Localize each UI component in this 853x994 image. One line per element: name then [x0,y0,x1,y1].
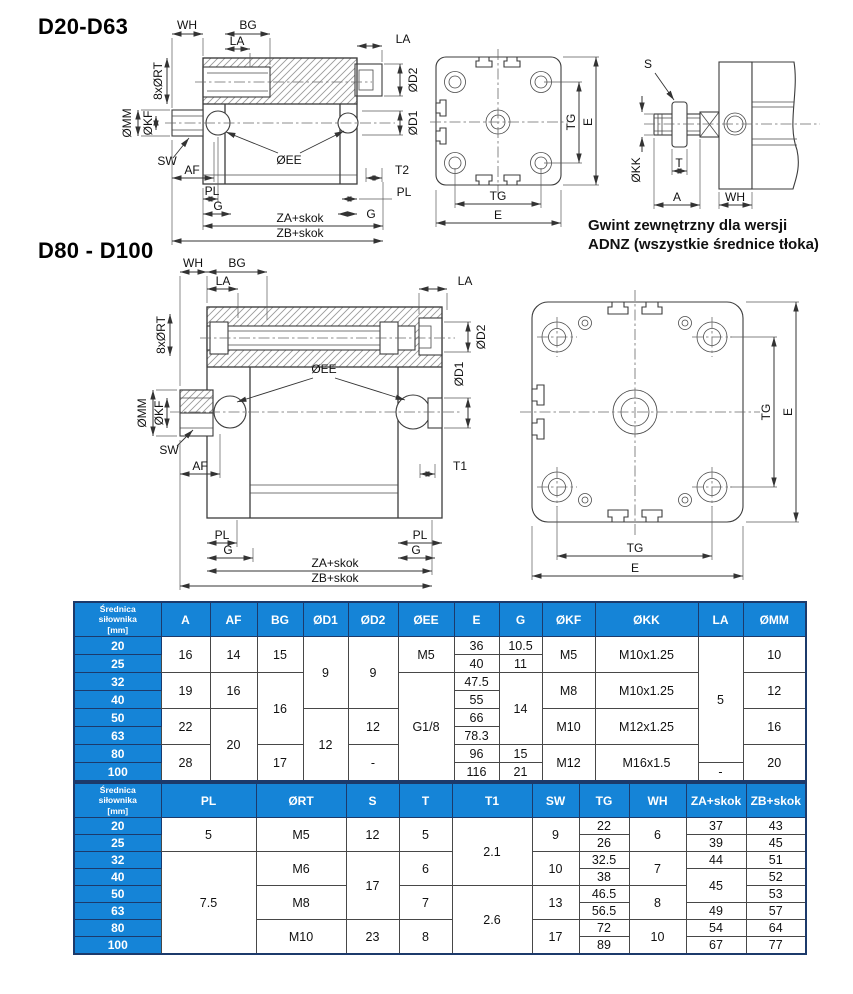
corner-header: Średnica siłownika [mm] [74,602,161,637]
table-row [74,852,806,869]
col-header: ØKK [595,602,698,637]
end-plate-large [520,290,760,536]
spec-cell: M8 [256,886,346,920]
spec-cell: 9 [348,637,398,709]
spec-cell: 67 [686,937,746,955]
col-header: BG [257,602,303,637]
spec-cell: 16 [257,673,303,745]
col-header: AF [210,602,257,637]
col-header: ØD1 [303,602,348,637]
spec-cell: M10x1.25 [595,673,698,709]
dia-cell: 32 [74,673,161,691]
spec-cell: - [698,763,743,782]
spec-cell: 77 [746,937,806,955]
section-title-d20-d63: D20-D63 [38,14,129,39]
spec-cell: 45 [686,869,746,903]
col-header: E [454,602,499,637]
spec-cell: 14 [210,637,257,673]
dia-cell: 50 [74,886,161,903]
dim-label-d1: ØD1 [406,110,420,136]
spec-cell: M10 [542,709,595,745]
section-drawing-d80-d100 [125,252,515,597]
col-header: A [161,602,210,637]
col-header: SW [532,783,579,818]
dim-label-la-right: LA [457,274,473,288]
dim-label-g-left: G [223,543,233,557]
spec-cell: 10 [629,920,686,955]
spec-cell: M16x1.5 [595,745,698,782]
dim-label-pl-right: PL [412,528,428,542]
spec-cell: 12 [743,673,806,709]
rod-nut [672,102,687,147]
spec-cell: 57 [746,903,806,920]
dia-cell: 20 [74,818,161,835]
dim-label-pl-left: PL [214,528,230,542]
dia-cell: 25 [74,835,161,852]
section-title-d80-d100: D80 - D100 [38,238,154,263]
spec-cell: 2.6 [452,886,532,955]
dim-label-e-bottom: E [630,561,640,575]
spec-cell: 66 [454,709,499,727]
spec-cell: 2.1 [452,818,532,886]
col-header: ZA+skok [686,783,746,818]
col-header: ØD2 [348,602,398,637]
col-header: ØKF [542,602,595,637]
spec-cell: M10 [256,920,346,955]
dim-label-d2: ØD2 [406,67,420,93]
header-row [74,602,806,637]
spec-cell: M12 [542,745,595,782]
spec-cell: 89 [579,937,629,955]
spec-cell: 5 [161,818,256,852]
dim-label-sw: SW [157,154,177,168]
spec-cell: 47.5 [454,673,499,691]
col-header: G [499,602,542,637]
col-header: PL [161,783,256,818]
dim-label-wh: WH [177,18,197,32]
dim-label-la-right: LA [395,32,411,46]
dia-cell: 40 [74,869,161,886]
spec-cell: 53 [746,886,806,903]
spec-cell: 16 [210,673,257,709]
dim-label-wh: WH [183,256,203,270]
cylinder-body-break [752,62,798,189]
spec-cell: 28 [161,745,210,782]
spec-cell: 51 [746,852,806,869]
dim-label-af: AF [184,163,200,177]
end-plate-small [430,49,568,195]
spec-cell: 17 [532,920,579,955]
spec-cell: 17 [346,852,399,920]
spec-cell: 49 [686,903,746,920]
spec-cell: 6 [399,852,452,886]
dimensions-small-section [120,18,420,245]
dia-cell: 63 [74,727,161,745]
spec-cell: 43 [746,818,806,835]
spec-cell: 20 [743,745,806,782]
spec-cell: M6 [256,852,346,886]
spec-cell: 44 [686,852,746,869]
dim-label-la: LA [229,34,245,48]
dim-label-tg-bottom: TG [489,189,507,203]
dia-cell: 20 [74,637,161,655]
spec-cell: 9 [303,637,348,709]
spec-cell: 56.5 [579,903,629,920]
dia-cell: 63 [74,903,161,920]
col-header: T [399,783,452,818]
spec-cell: M5 [398,637,454,673]
dim-label-t: T [675,156,683,170]
spec-cell: 32.5 [579,852,629,869]
dim-label-g-left: G [213,199,223,213]
spec-cell: M12x1.25 [595,709,698,745]
section-drawing-d20-d63 [110,12,432,248]
spec-cell: G1/8 [398,673,454,782]
table-row [74,818,806,835]
spec-cell: 54 [686,920,746,937]
dim-label-zb: ZB+skok [311,571,359,585]
dim-label-ee: ØEE [311,362,337,376]
spec-cell: M10x1.25 [595,637,698,673]
col-header: ØMM [743,602,806,637]
spec-cell: 10.5 [499,637,542,655]
col-header: ØRT [256,783,346,818]
corner-header: Średnica siłownika [mm] [74,783,161,818]
dim-label-8xrt: 8xØRT [154,316,168,354]
spec-cell: 116 [454,763,499,782]
dim-label-t1: T1 [452,459,468,473]
dim-label-tg-bottom: TG [626,541,644,555]
dim-label-d2: ØD2 [474,324,488,350]
col-header: WH [629,783,686,818]
table-row [74,673,806,691]
dia-cell: 25 [74,655,161,673]
dim-label-bg: BG [228,256,246,270]
dim-label-kf: ØKF [141,110,155,136]
spec-cell: 14 [499,673,542,745]
dim-label-e: E [581,117,595,127]
dim-label-la: LA [215,274,231,288]
dim-label-kf: ØKF [152,400,166,426]
spec-cell: 5 [399,818,452,852]
spec-cell: 46.5 [579,886,629,903]
caption-line1: Gwint zewnętrzny dla wersji [588,217,788,234]
dim-label-d1: ØD1 [452,361,466,387]
dim-label-pl-left: PL [204,184,220,198]
dim-label-s: S [643,57,653,71]
dim-label-mm: ØMM [135,398,149,428]
dim-label-tg: TG [759,403,773,421]
dia-cell: 80 [74,920,161,937]
spec-cell: 22 [161,709,210,745]
spec-cell: 36 [454,637,499,655]
dim-label-zb: ZB+skok [276,226,324,240]
dia-cell: 100 [74,763,161,782]
spec-cell: 96 [454,745,499,763]
spec-cell: M5 [256,818,346,852]
spec-cell: 72 [579,920,629,937]
spec-cell: 40 [454,655,499,673]
spec-cell: 9 [532,818,579,852]
dim-label-sw: SW [159,443,179,457]
spec-cell: 17 [257,745,303,782]
spec-cell: 6 [629,818,686,852]
dim-label-pl-right: PL [396,185,412,199]
spec-cell: 20 [210,709,257,782]
dia-cell: 32 [74,852,161,869]
dia-cell: 40 [74,691,161,709]
spec-cell: 5 [698,637,743,763]
spec-cell: 55 [454,691,499,709]
spec-cell: 10 [743,637,806,673]
dim-label-g-right: G [366,207,376,221]
col-header: ZB+skok [746,783,806,818]
spec-cell: 11 [499,655,542,673]
spec-cell: 26 [579,835,629,852]
spec-cell: 64 [746,920,806,937]
endview-drawing-d20-d63 [430,46,608,238]
thread-version-caption [588,217,819,255]
spec-cell: - [348,745,398,782]
header-row [74,783,806,818]
dim-label-a: A [672,190,682,204]
dim-label-kk: ØKK [629,157,643,183]
spec-cell: 7.5 [161,852,256,955]
spec-cell: 23 [346,920,399,955]
col-header: S [346,783,399,818]
spec-cell: 12 [346,818,399,852]
dim-label-bg: BG [239,18,257,32]
spec-cell: 45 [746,835,806,852]
dim-label-za: ZA+skok [276,211,324,225]
spec-cell: 15 [257,637,303,673]
dia-cell: 50 [74,709,161,727]
rod-end-boss [428,398,442,428]
spec-cell: 21 [499,763,542,782]
dia-cell: 80 [74,745,161,763]
dim-label-t2: T2 [394,163,410,177]
spec-cell: 8 [629,886,686,920]
spec-cell: M5 [542,637,595,673]
spec-cell: 12 [348,709,398,745]
dim-label-e: E [781,407,795,417]
dim-label-e-bottom: E [493,208,503,222]
dim-label-wh-thread: WH [725,190,745,204]
dim-label-af: AF [192,459,208,473]
endview-drawing-d80-d100 [518,278,818,590]
spec-cell: 12 [303,709,348,782]
dim-label-8xrt: 8xØRT [151,62,165,100]
col-header: TG [579,783,629,818]
dims-table-1 [73,601,807,782]
dims-table-2 [73,782,807,955]
spec-cell: 22 [579,818,629,835]
col-header: T1 [452,783,532,818]
dim-label-tg: TG [564,113,578,131]
spec-cell: 37 [686,818,746,835]
spec-cell: 38 [579,869,629,886]
dim-label-ee: ØEE [276,153,302,167]
spec-cell: 16 [743,709,806,745]
col-header: ØEE [398,602,454,637]
spec-cell: 16 [161,637,210,673]
spec-cell: 13 [532,886,579,920]
spec-cell: 15 [499,745,542,763]
spec-cell: 19 [161,673,210,709]
caption-line2: ADNZ (wszystkie średnice tłoka) [588,235,819,253]
dim-label-za: ZA+skok [311,556,359,570]
spec-cell: 7 [629,852,686,886]
thread-detail-body [644,62,820,189]
spec-cell: 8 [399,920,452,955]
dia-cell: 100 [74,937,161,955]
cylinder-body-large [170,307,460,518]
thread-detail-drawing [628,38,828,218]
table-row [74,637,806,655]
spec-cell: M8 [542,673,595,709]
col-header: LA [698,602,743,637]
dim-label-mm: ØMM [120,108,134,138]
spec-cell: 52 [746,869,806,886]
spec-cell: 7 [399,886,452,920]
spec-cell: 78.3 [454,727,499,745]
spec-cell: 39 [686,835,746,852]
spec-cell: 10 [532,852,579,886]
dim-label-g-right: G [411,543,421,557]
